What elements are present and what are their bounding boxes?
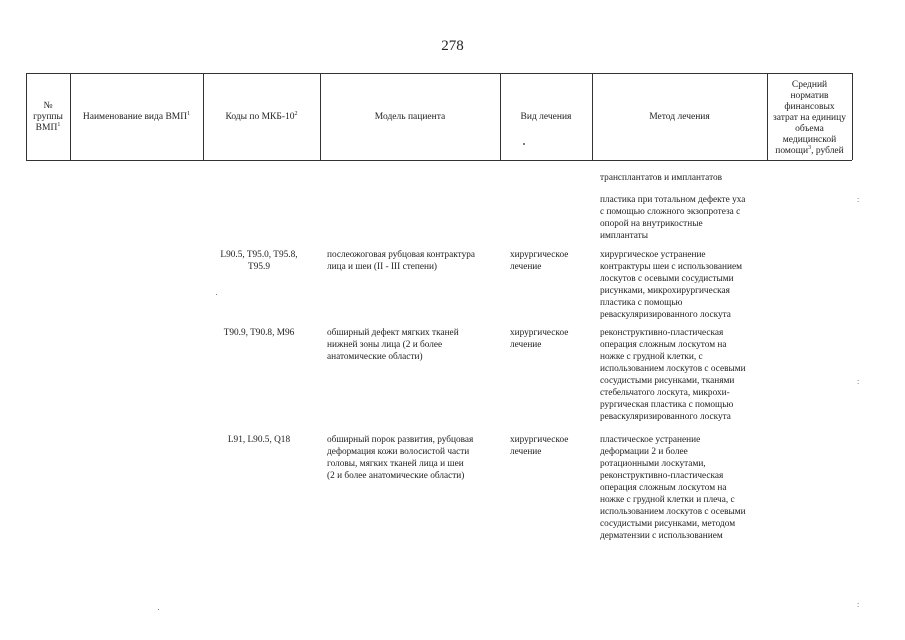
header-cost: [767, 74, 852, 160]
column-divider: [592, 73, 593, 160]
header-treatment-kind: [500, 74, 592, 160]
header-treatment-kind-label: Вид лечения: [520, 111, 572, 122]
method-text: трансплантатов и имплантатов: [600, 173, 723, 183]
treatment-kind: хирургическое лечение: [510, 250, 569, 272]
table-header: [26, 73, 852, 161]
patient-model: обширный порок развития, рубцовая деформация кожи волосистой части головы, мягких тканей лица и шеи (2 и более анатомические области): [327, 435, 474, 481]
column-divider: [320, 73, 321, 160]
header-cost-tail: , рублей: [811, 145, 844, 156]
header-group-no-label: № группы ВМП: [33, 100, 63, 133]
header-mkb-codes: [203, 74, 320, 160]
footnote-mark: 1: [57, 121, 61, 128]
treatment-kind: хирургическое лечение: [510, 435, 569, 457]
header-mkb-codes-label: Коды по МКБ-10: [225, 111, 295, 122]
column-divider: [500, 73, 501, 160]
method-text: пластика при тотальном дефекте уха с помощью сложного экзопротеза с опорой на внутрикостные имплантаты: [600, 195, 746, 241]
column-divider: [203, 73, 204, 160]
header-patient-model-label: Модель пациента: [374, 111, 446, 122]
patient-model: послеожоговая рубцовая контрактура лица и шеи (II - III степени): [327, 250, 476, 272]
scan-speck: [158, 609, 159, 610]
scan-mark: :: [857, 377, 860, 386]
footnote-mark: 1: [187, 110, 191, 117]
mkb-codes: L90.5, T95.0, T95.8, T95.9: [220, 250, 298, 272]
mkb-codes: L91, L90.5, Q18: [227, 435, 291, 445]
method-text: пластическое устранение деформации 2 и более ротационными лоскутами, реконструктивно-пластическая операция сложным лоскутом на ножке с грудной клетки и плеча, с использованием лоскутов с осевыми сосудистыми рисунками, методом дерматензии с использованием: [600, 435, 746, 541]
header-vmp-name: [70, 74, 203, 160]
patient-model: обширный дефект мягких тканей нижней зоны лица (2 и более анатомические области): [327, 328, 459, 362]
header-patient-model: [320, 74, 500, 160]
column-divider: [852, 73, 853, 160]
column-divider: [70, 73, 71, 160]
header-treatment-method-label: Метод лечения: [649, 111, 710, 122]
header-cost-label: Средний норматив финансовых затрат на единицу объема медицинской помощи: [773, 79, 846, 156]
method-text: хирургическое устранение контрактуры шеи с использованием лоскутов с осевыми сосудистыми рисунками, микрохирургическая пластика с помощью реваскуляризированного лоскута: [600, 250, 742, 320]
page-number: 278: [441, 38, 464, 54]
method-text: реконструктивно-пластическая операция сложным лоскутом на ножке с грудной клетки, с использованием лоскутов с осевыми сосудистыми рисунками, тканями стебельчатого лоскута, микрохи- рургическая пластика с помощью реваскуляризированного лоскута: [600, 328, 746, 422]
footnote-mark: 2: [294, 110, 298, 117]
mkb-codes: T90.9, T90.8, M96: [223, 328, 295, 338]
scan-mark: :: [857, 600, 860, 609]
header-vmp-name-label: Наименование вида ВМП: [82, 111, 188, 122]
header-treatment-method: [592, 74, 767, 160]
column-divider: [26, 73, 27, 160]
scan-speck: [523, 143, 525, 145]
column-divider: [767, 73, 768, 160]
footnote-mark: 3: [808, 144, 812, 151]
scan-mark: :: [857, 195, 860, 204]
header-group-no: [26, 74, 70, 160]
treatment-kind: хирургическое лечение: [510, 328, 569, 350]
scan-speck: [216, 294, 217, 295]
